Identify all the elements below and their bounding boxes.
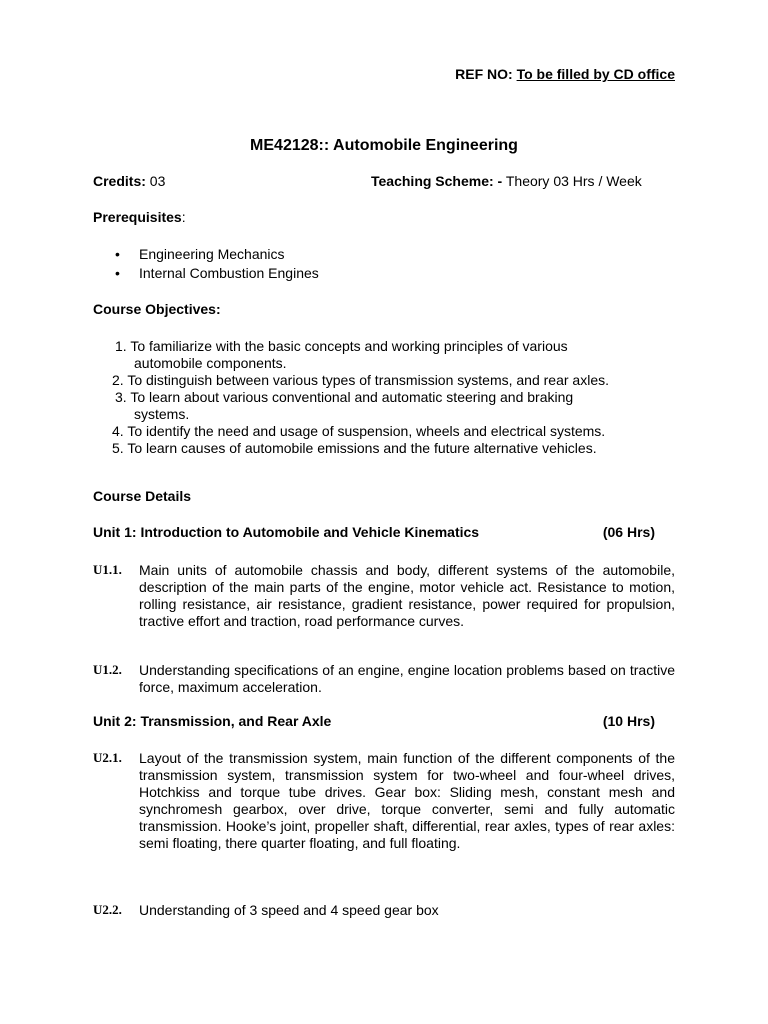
unit-title: Unit 1: Introduction to Automobile and Vehicle Kinematics <box>93 524 480 540</box>
ref-no <box>455 66 675 82</box>
objectives-heading: Course Objectives: <box>93 301 221 317</box>
unit-hours: (06 Hrs) <box>602 524 655 540</box>
item-code: U1.2. <box>93 662 122 677</box>
item-text: Layout of the transmission system, main function of the different components of the transmission system, transmission system for two-wheel and four-wheel drives, Hotchkiss and torque tube drives. Gear box: Sliding mesh, constant mesh and synchromesh gearbox, over drive, torque converter, semi and fully automatic transmission. Hooke’s joint, propeller shaft, differential, rear axles, types of rear axles: semi floating, there quarter floating, and full floating. <box>139 750 675 851</box>
prerequisites-heading: Prerequisites: <box>93 209 186 225</box>
unit-item <box>93 750 675 852</box>
prerequisites-list <box>93 245 319 283</box>
ref-no-value: To be filled by CD office <box>516 66 675 82</box>
item-code: U2.2. <box>93 902 122 917</box>
item-text: Understanding of 3 speed and 4 speed gear box <box>139 902 439 918</box>
unit-2-heading <box>93 713 655 729</box>
list-item: • Internal Combustion Engines <box>93 264 319 283</box>
credits-value: 03 <box>149 173 166 189</box>
list-item: 4. To identify the need and usage of suspension, wheels and electrical systems. <box>112 423 606 439</box>
unit-item <box>93 662 675 696</box>
list-item: 2. To distinguish between various types of transmission systems, and rear axles. <box>112 372 609 388</box>
teaching-scheme-label: Teaching Scheme: - <box>371 173 503 189</box>
unit-item <box>93 902 675 919</box>
credits <box>93 173 165 189</box>
course-title: ME42128:: Automobile Engineering <box>250 137 518 154</box>
unit-item <box>93 562 675 630</box>
unit-1-heading <box>93 524 655 540</box>
teaching-scheme <box>371 173 642 189</box>
course-details-heading: Course Details <box>93 488 192 504</box>
list-item: 1. To familiarize with the basic concepts and working principles of various automobile components. <box>115 338 568 371</box>
item-text: Understanding specifications of an engine, engine location problems based on tractive force, maximum acceleration. <box>139 662 675 695</box>
list-item: 3. To learn about various conventional and automatic steering and braking systems. <box>115 389 574 422</box>
credits-label: Credits: <box>93 173 146 189</box>
ref-no-label: REF NO: <box>455 66 513 82</box>
teaching-scheme-value: Theory 03 Hrs / Week <box>505 173 642 189</box>
list-item: 5. To learn causes of automobile emissions and the future alternative vehicles. <box>112 440 597 456</box>
item-code: U1.1. <box>93 562 122 577</box>
objectives-list <box>112 338 675 457</box>
unit-title: Unit 2: Transmission, and Rear Axle <box>93 713 332 729</box>
item-code: U2.1. <box>93 750 122 765</box>
list-item: • Engineering Mechanics <box>93 245 319 264</box>
unit-hours: (10 Hrs) <box>602 713 655 729</box>
item-text: Main units of automobile chassis and body, different systems of the automobile, description of the main parts of the engine, motor vehicle act. Resistance to motion, rolling resistance, air resistance, gradient resistance, power required for propulsion, tractive effort and traction, road performance curves. <box>139 562 675 629</box>
